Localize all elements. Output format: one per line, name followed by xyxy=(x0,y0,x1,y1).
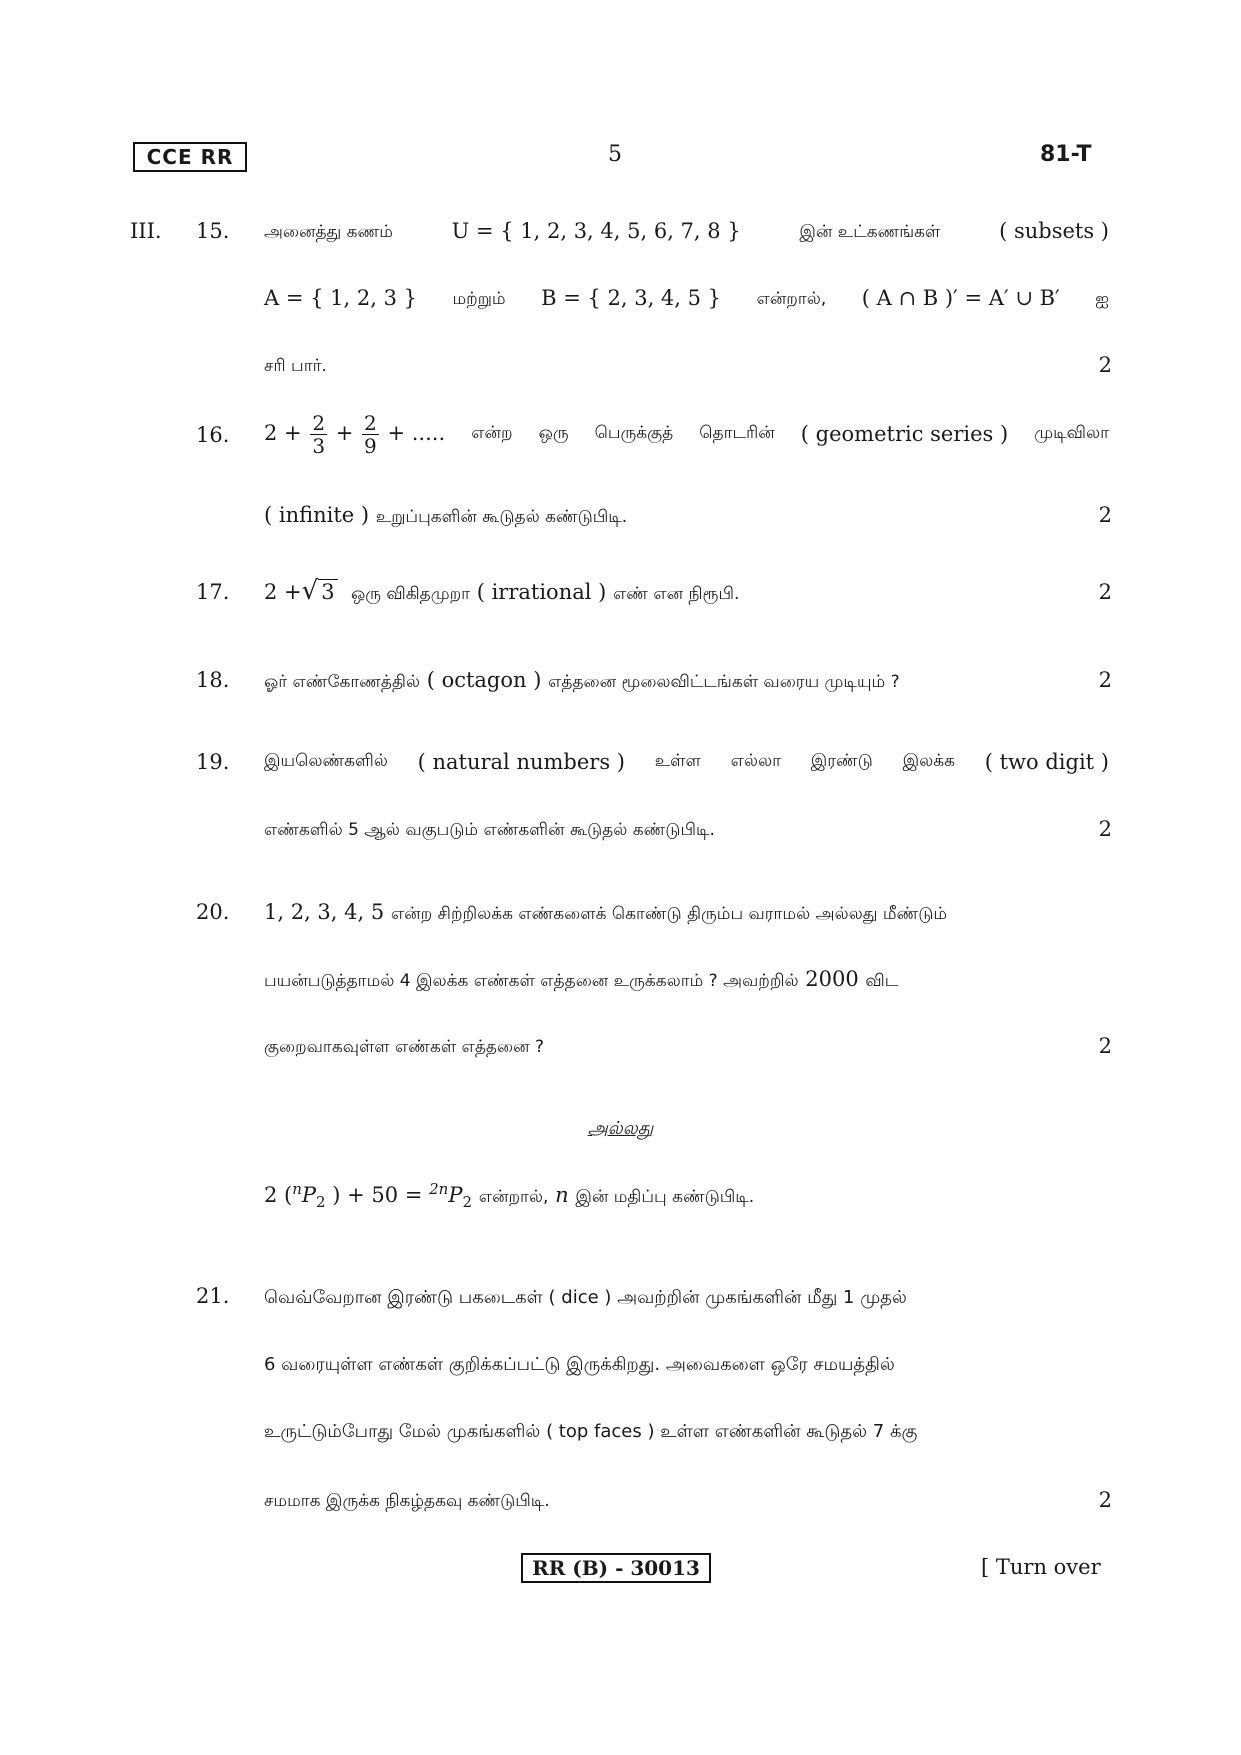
q16-series xyxy=(264,412,445,457)
q16-line-1 xyxy=(264,404,1109,464)
q20-line-2 xyxy=(264,967,1109,993)
q15-line-2 xyxy=(264,286,1109,312)
q16-word: பெருக்குத் xyxy=(594,423,674,443)
q16-word: முடிவிலா xyxy=(1034,423,1109,443)
q20-alt-subscript: 2 xyxy=(316,1193,326,1212)
q20-text: விட xyxy=(865,971,899,991)
q15-text: இன் உட்கணங்கள் xyxy=(799,222,941,242)
q21-line-3: உருட்டும்போது மேல் முகங்களில் ( top faces ) உள்ள எண்களின் கூடுதல் 7 க்கு xyxy=(264,1421,918,1442)
q19-word: இயலெண்களில் xyxy=(264,751,388,771)
q16-fraction-1 xyxy=(310,412,327,457)
q15-set-b: B = { 2, 3, 4, 5 } xyxy=(541,286,722,310)
q15-line-3: சரி பார். xyxy=(264,356,327,376)
paper-code: 81-T xyxy=(1040,142,1092,167)
q20-alt-text: இன் மதிப்பு கண்டுபிடி. xyxy=(575,1187,755,1207)
q18-text: எத்தனை மூலைவிட்டங்கள் வரைய முடியும் ? xyxy=(548,672,900,692)
footer-code-box: RR (B) - 30013 xyxy=(521,1553,711,1583)
page-number: 5 xyxy=(608,142,622,167)
fraction-denominator: 9 xyxy=(364,433,377,458)
q16-marks: 2 xyxy=(1098,503,1112,527)
q17-text: ஒரு விகிதமுறா xyxy=(350,584,471,604)
square-root-icon: √ xyxy=(301,576,319,606)
fraction-numerator: 2 xyxy=(364,410,377,435)
q17-text: எண் என நிரூபி. xyxy=(613,584,740,604)
q17-english: ( irrational ) xyxy=(476,580,607,604)
q20-alt-text: என்றால், xyxy=(478,1187,549,1207)
question-number-20: 20. xyxy=(196,900,230,924)
q20-alt-permutation: P xyxy=(448,1183,463,1207)
q15-text: அனைத்து கணம் xyxy=(264,222,393,242)
fraction-numerator: 2 xyxy=(312,410,326,435)
q17-term: 2 + xyxy=(264,580,302,604)
q15-line-1 xyxy=(264,219,1109,245)
q18-english: ( octagon ) xyxy=(426,668,542,692)
q19-word: உள்ள xyxy=(654,751,701,771)
question-number-19: 19. xyxy=(196,750,230,774)
q20-line-1 xyxy=(264,900,1109,926)
fraction-denominator: 3 xyxy=(312,433,326,458)
q16-english: ( infinite ) xyxy=(264,503,370,527)
q21-line-4: சமமாக இருக்க நிகழ்தகவு கண்டுபிடி. xyxy=(264,1491,550,1511)
q16-word: ஒரு xyxy=(538,423,569,443)
q19-english: ( two digit ) xyxy=(984,750,1109,774)
q15-english: ( subsets ) xyxy=(999,219,1109,243)
header-subject-box: CCE RR xyxy=(133,142,247,172)
q15-marks: 2 xyxy=(1098,353,1112,377)
q21-marks: 2 xyxy=(1098,1488,1112,1512)
q19-line-2: எண்களில் 5 ஆல் வகுபடும் எண்களின் கூடுதல் கண்டுபிடி. xyxy=(264,820,715,840)
q19-marks: 2 xyxy=(1098,817,1112,841)
q20-alt-term: 2 ( xyxy=(264,1183,293,1207)
q15-text: மற்றும் xyxy=(452,289,506,309)
q15-text: ஐ xyxy=(1095,289,1109,309)
q18-line-1 xyxy=(264,668,1109,694)
q20-digits: 1, 2, 3, 4, 5 xyxy=(264,900,385,924)
q20-text: என்ற சிற்றிலக்க எண்களைக் கொண்டு திரும்ப வராமல் அல்லது மீண்டும் xyxy=(390,904,948,924)
q16-plus: + xyxy=(335,420,354,445)
q16-english: ( geometric series ) xyxy=(800,422,1009,446)
q19-english: ( natural numbers ) xyxy=(417,750,625,774)
q20-alt-subscript: 2 xyxy=(462,1193,473,1212)
q19-word: இரண்டு xyxy=(810,751,873,771)
q19-word: இலக்க xyxy=(902,751,955,771)
q17-radicand: 3 xyxy=(318,579,337,604)
section-label: III. xyxy=(130,219,162,243)
q20-number: 2000 xyxy=(805,967,859,991)
q16-term: 2 + xyxy=(264,420,302,445)
q16-text: உறுப்புகளின் கூடுதல் கண்டுபிடி. xyxy=(375,507,628,527)
q20-alt-superscript: 2n xyxy=(429,1180,449,1198)
question-number-15: 15. xyxy=(196,219,230,243)
q15-text: என்றால், xyxy=(756,289,827,309)
q20-alt-variable: n xyxy=(555,1183,569,1207)
q15-de-morgan: ( A ∩ B )′ = A′ ∪ B′ xyxy=(861,286,1060,310)
q15-math: U = { 1, 2, 3, 4, 5, 6, 7, 8 } xyxy=(451,219,741,243)
q16-word: தொடரின் xyxy=(699,423,775,443)
q21-line-2: 6 வரையுள்ள எண்கள் குறிக்கப்பட்டு இருக்கிறது. அவைகளை ஒரே சமயத்தில் xyxy=(264,1354,895,1375)
q20-alt-permutation: P xyxy=(301,1183,317,1207)
q20-alt-term: ) + 50 = xyxy=(332,1183,423,1207)
q17-line-1 xyxy=(264,576,1109,606)
q17-marks: 2 xyxy=(1098,580,1112,604)
q18-text: ஓர் எண்கோணத்தில் xyxy=(264,672,421,692)
q20-alt-superscript: n xyxy=(292,1180,302,1198)
q16-term: + ..... xyxy=(387,420,446,445)
q20-line-3: குறைவாகவுள்ள எண்கள் எத்தனை ? xyxy=(264,1037,544,1057)
or-divider: அல்லது xyxy=(587,1118,654,1139)
q21-line-1: வெவ்வேறான இரண்டு பகடைகள் ( dice ) அவற்றின் முகங்களின் மீது 1 முதல் xyxy=(264,1287,907,1308)
q16-fraction-2 xyxy=(362,412,379,457)
q19-word: எல்லா xyxy=(730,751,781,771)
q19-line-1 xyxy=(264,750,1109,774)
q20-alt-line xyxy=(264,1180,1109,1211)
turn-over-label: [ Turn over xyxy=(981,1555,1101,1579)
q16-word: என்ற xyxy=(471,423,513,443)
q15-set-a: A = { 1, 2, 3 } xyxy=(264,286,417,310)
q18-marks: 2 xyxy=(1098,668,1112,692)
question-number-21: 21. xyxy=(196,1284,230,1308)
q20-marks: 2 xyxy=(1098,1034,1112,1058)
question-number-18: 18. xyxy=(196,668,230,692)
q20-text: பயன்படுத்தாமல் 4 இலக்க எண்கள் எத்தனை உருக்கலாம் ? அவற்றில் xyxy=(264,971,799,991)
question-number-16: 16. xyxy=(196,423,230,447)
question-number-17: 17. xyxy=(196,580,230,604)
q16-line-2 xyxy=(264,503,1109,529)
